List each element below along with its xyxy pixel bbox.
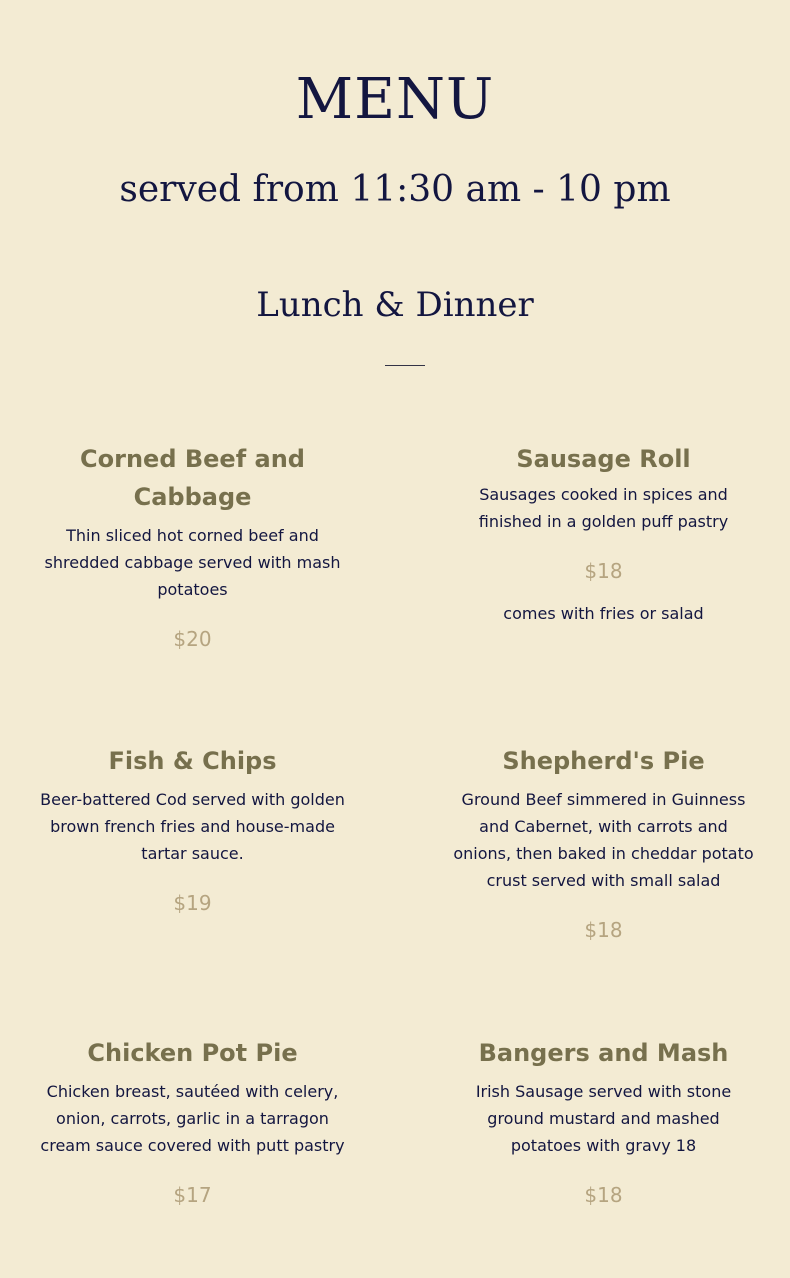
menu-item-price: $18	[584, 1183, 623, 1207]
menu-item-name: Fish & Chips	[108, 747, 277, 775]
menu-item-description: Thin sliced hot corned beef and shredded cabbage served with mash potatoes	[44, 526, 341, 599]
menu-item-price: $20	[173, 627, 212, 651]
menu-item-note: comes with fries or salad	[503, 604, 704, 623]
menu-item-description: Ground Beef simmered in Guinness and Cabernet, with carrots and onions, then baked in cheddar potato crust served with small salad	[453, 790, 754, 890]
menu-item-description: Sausages cooked in spices and finished in a golden puff pastry	[478, 485, 729, 531]
menu-item-name: Chicken Pot Pie	[87, 1039, 298, 1067]
serving-hours: served from 11:30 am - 10 pm	[119, 169, 671, 210]
menu-title: MENU	[295, 67, 495, 132]
menu-item-price: $18	[584, 559, 623, 583]
menu-item-description: Irish Sausage served with stone ground mustard and mashed potatoes with gravy 18	[475, 1082, 732, 1155]
menu-item-bangers-mash	[450, 1034, 757, 1209]
menu-item-name: Bangers and Mash	[478, 1039, 729, 1067]
menu-item-description: Beer-battered Cod served with golden brown french fries and house-made tartar sauce.	[40, 790, 345, 863]
menu-item-price: $19	[173, 891, 212, 915]
menu-item-name: Shepherd's Pie	[502, 747, 705, 775]
section-title: Lunch & Dinner	[256, 285, 534, 325]
menu-item-chicken-pot-pie	[40, 1034, 345, 1209]
menu-item-name: Sausage Roll	[516, 445, 691, 473]
menu-item-price: $17	[173, 1183, 212, 1207]
menu-item-sausage-roll	[450, 440, 757, 625]
menu-item-shepherds-pie	[450, 742, 757, 944]
section-divider	[385, 365, 425, 366]
menu-item-name: Corned Beef and Cabbage	[80, 445, 305, 511]
menu-item-price: $18	[584, 918, 623, 942]
menu-item-fish-chips	[40, 742, 345, 917]
menu-item-description: Chicken breast, sautéed with celery, onion, carrots, garlic in a tarragon cream sauce covered with putt pastry	[40, 1082, 345, 1155]
menu-item-corned-beef	[40, 440, 345, 653]
